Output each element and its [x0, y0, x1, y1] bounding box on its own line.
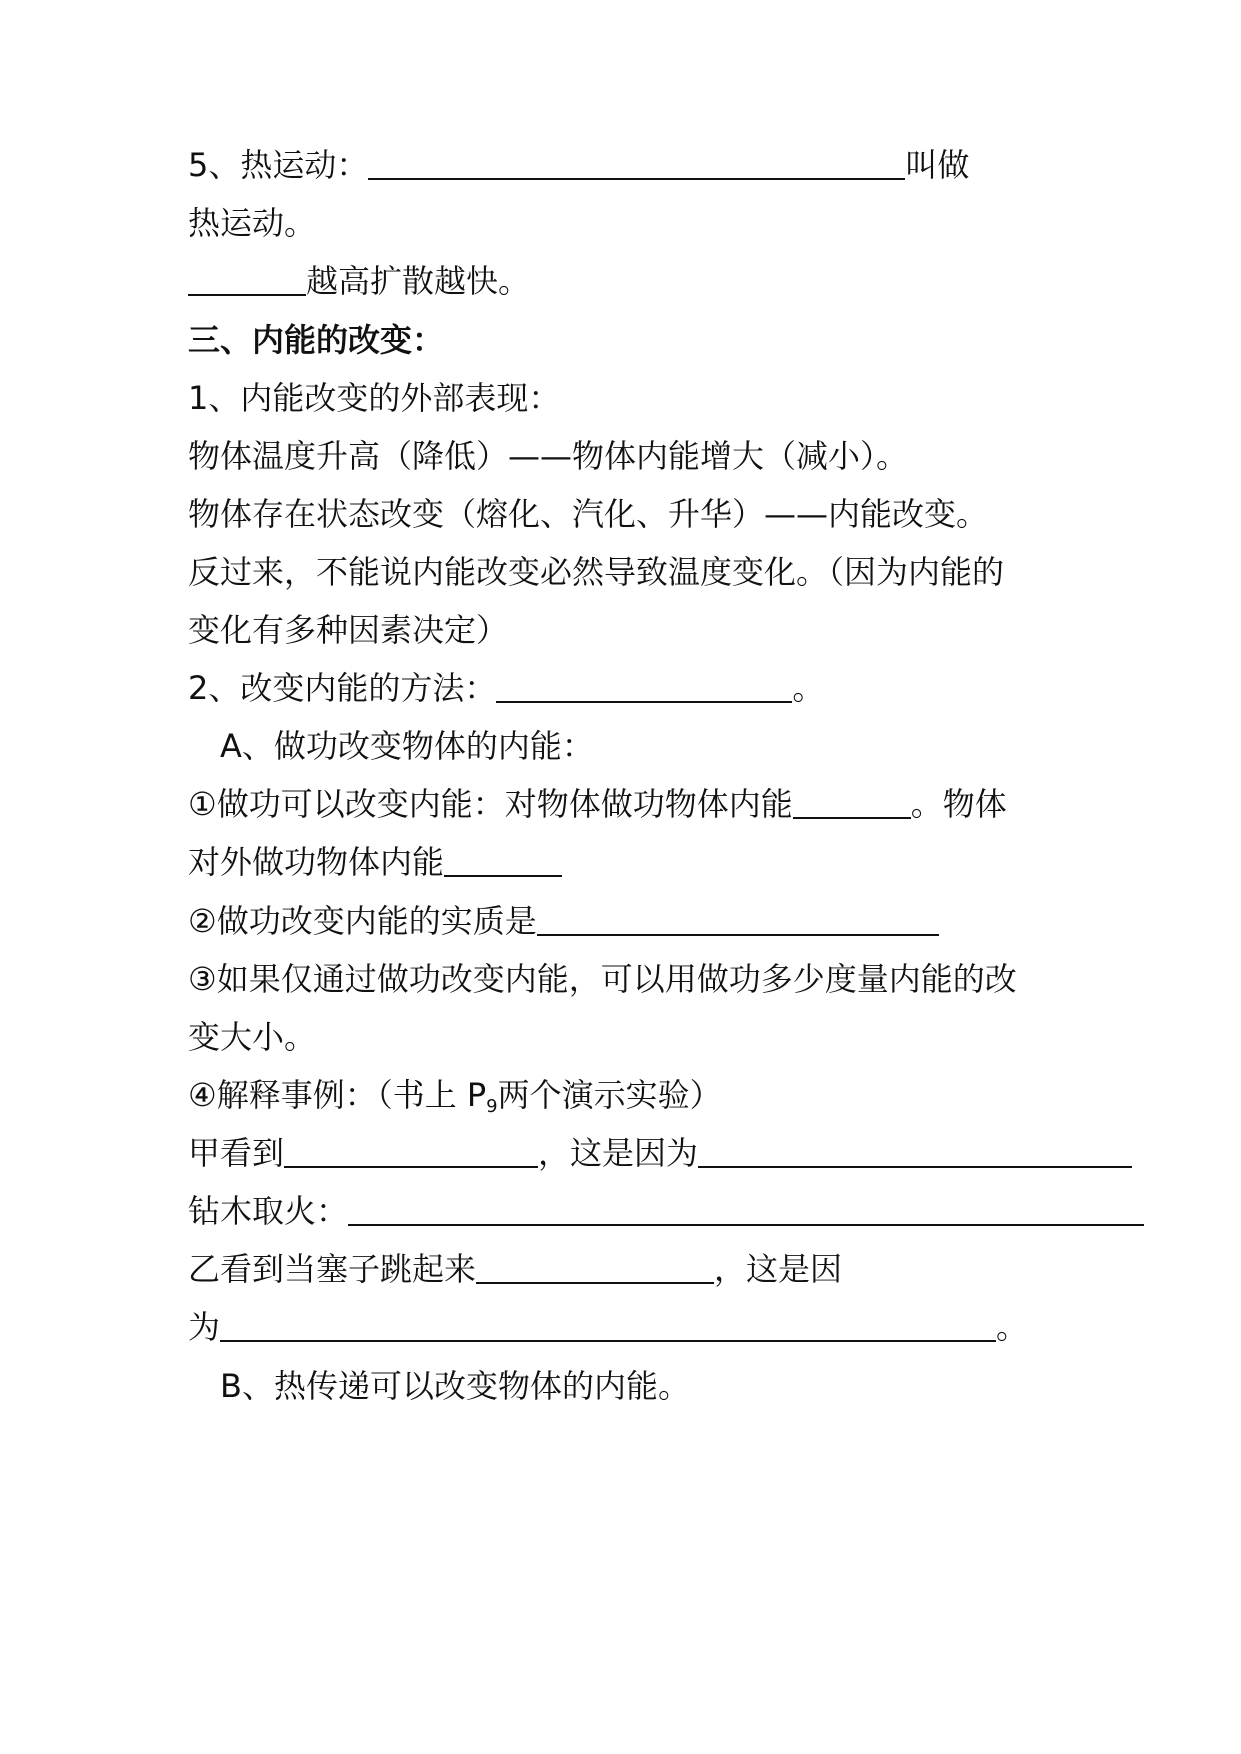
line-experiment-b: 乙看到当塞子跳起来 ，这是因	[188, 1250, 843, 1288]
line-diffusion: 越高扩散越快。	[188, 261, 530, 301]
blank-a-reason[interactable]	[698, 1136, 1132, 1168]
subsection-b: B、热传递可以改变物体的内能。	[220, 1367, 690, 1405]
line-work-changes-energy: ①做功可以改变内能：对物体做功物体内能 。物体	[188, 785, 1007, 823]
line-experiment-b-reason: 为 。	[188, 1308, 1029, 1346]
blank-b-reason[interactable]	[220, 1310, 996, 1342]
line-drill-fire: 钻木取火：	[188, 1191, 1144, 1231]
blank-thermal-motion[interactable]	[368, 148, 905, 180]
blank-diffusion[interactable]	[188, 264, 306, 296]
subsection-a: A、做功改变物体的内能：	[220, 727, 594, 765]
line-external-signs: 1、内能改变的外部表现：	[188, 379, 561, 417]
line-work-by-object: 对外做功物体内能	[188, 842, 562, 882]
blank-work-by-object[interactable]	[444, 845, 562, 877]
blank-drill-fire[interactable]	[348, 1194, 1144, 1226]
blank-b-observation[interactable]	[476, 1252, 714, 1284]
line-thermal-motion-cont: 热运动。	[188, 204, 317, 242]
line-state-change: 物体存在状态改变（熔化、汽化、升华）——内能改变。	[188, 495, 989, 533]
section-heading: 三、内能的改变：	[188, 321, 445, 359]
blank-methods[interactable]	[496, 671, 792, 703]
line-converse: 反过来，不能说内能改变必然导致温度变化。（因为内能的	[188, 553, 1005, 591]
line-examples: ④解释事例：（书上 $P_9$两个演示实验）	[188, 1076, 722, 1117]
line-experiment-a: 甲看到 ，这是因为	[188, 1133, 1132, 1173]
line-temperature: 物体温度升高（降低）——物体内能增大（减小）。	[188, 437, 909, 475]
blank-a-observation[interactable]	[284, 1136, 538, 1168]
line-measure-cont: 变大小。	[188, 1018, 317, 1056]
line-converse-cont: 变化有多种因素决定）	[188, 611, 509, 649]
blank-work-on-object[interactable]	[793, 787, 911, 819]
line-measure: ③如果仅通过做功改变内能，可以用做功多少度量内能的改	[188, 960, 1017, 998]
line-thermal-motion: 5、热运动： 叫做	[188, 146, 970, 184]
line-essence: ②做功改变内能的实质是	[188, 901, 939, 941]
blank-essence[interactable]	[537, 904, 939, 936]
line-methods: 2、改变内能的方法： 。	[188, 669, 825, 707]
